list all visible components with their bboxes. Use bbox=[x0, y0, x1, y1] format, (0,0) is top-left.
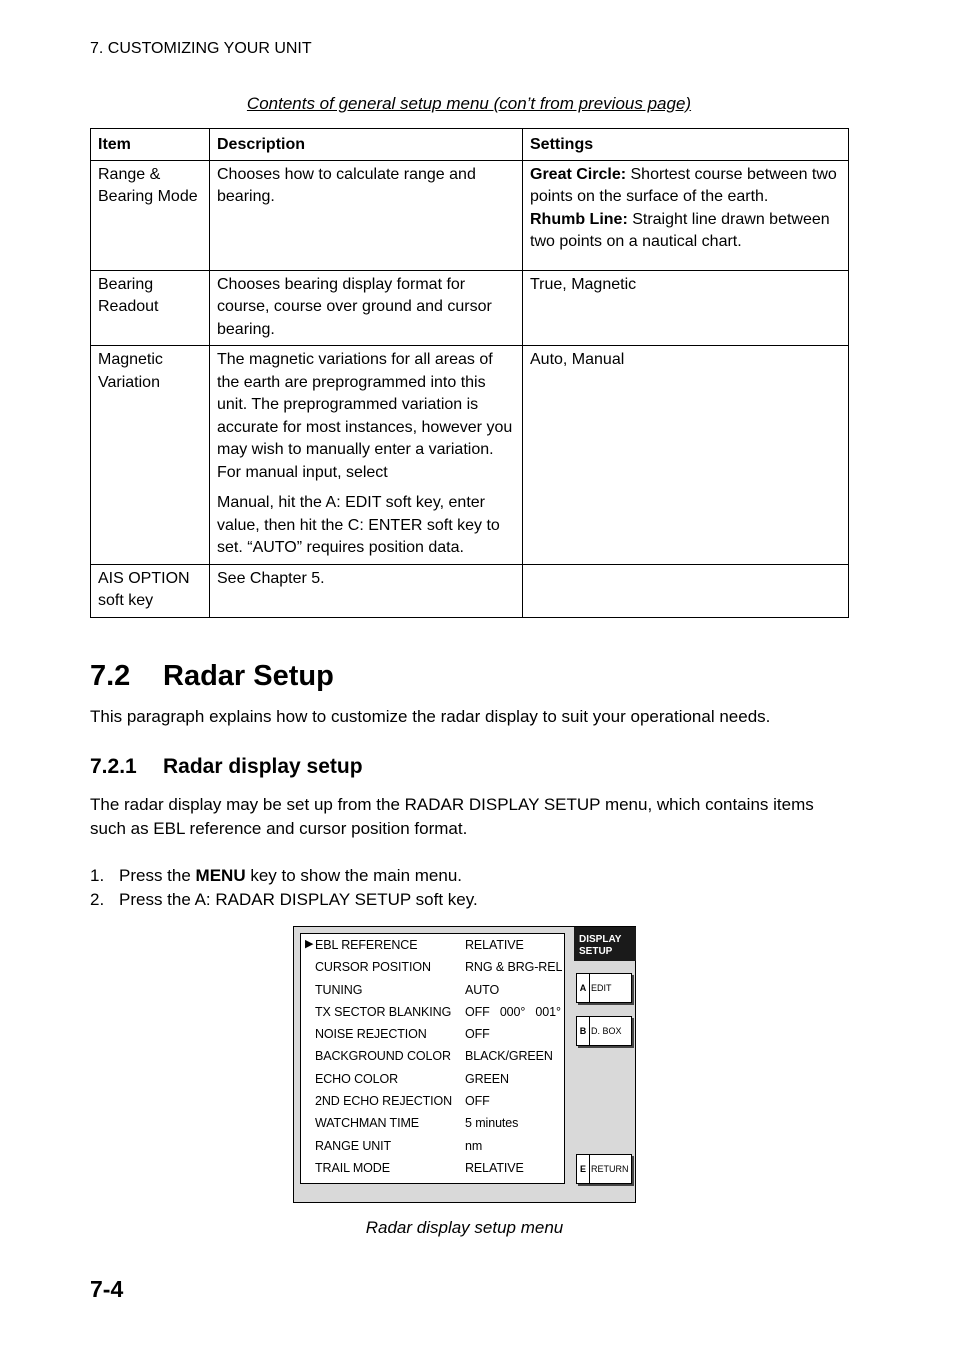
softkey-letter: E bbox=[577, 1155, 590, 1183]
step-number: 1. bbox=[90, 866, 105, 885]
menu-item-cursor-position[interactable] bbox=[301, 958, 564, 978]
section-title: Radar Setup bbox=[163, 660, 334, 692]
edit-softkey[interactable] bbox=[576, 973, 632, 1003]
menu-item-label: TUNING bbox=[315, 983, 363, 997]
softkey-panel-title bbox=[574, 927, 636, 961]
subsection-heading bbox=[90, 755, 363, 779]
menu-item-noise-rejection[interactable] bbox=[301, 1025, 564, 1045]
description-part-2: Manual, hit the A: EDIT soft key, enter value, then hit the C: ENTER soft key to set. “AUTO” requires position data. bbox=[217, 494, 500, 556]
return-softkey[interactable] bbox=[576, 1154, 632, 1184]
cell-item: Range & Bearing Mode bbox=[91, 160, 210, 270]
section-heading bbox=[90, 660, 334, 693]
section-number: 7.2 bbox=[90, 660, 131, 692]
menu-item-label: EBL REFERENCE bbox=[315, 938, 418, 952]
cell-item: Magnetic Variation bbox=[91, 346, 210, 565]
cell-settings bbox=[523, 160, 849, 270]
menu-item-label: BACKGROUND COLOR bbox=[315, 1049, 451, 1063]
setting-rhumb-line-label: Rhumb Line: bbox=[530, 210, 628, 228]
table-row bbox=[91, 160, 849, 270]
menu-item-value: OFF 000° 001° bbox=[465, 1005, 561, 1019]
d-box-softkey[interactable] bbox=[576, 1016, 632, 1046]
menu-key-label: MENU bbox=[195, 866, 246, 885]
menu-item-2nd-echo-rejection[interactable] bbox=[301, 1092, 564, 1112]
menu-item-value: RNG & BRG-REL bbox=[465, 960, 563, 974]
figure-caption: Radar display setup menu bbox=[365, 1218, 564, 1237]
page-number: 7-4 bbox=[90, 1276, 124, 1302]
menu-item-value: RELATIVE bbox=[465, 938, 524, 952]
cursor-arrow-icon: ▶ bbox=[305, 938, 314, 950]
radar-display-setup-menu bbox=[300, 933, 565, 1184]
cell-settings: True, Magnetic bbox=[523, 270, 849, 346]
menu-item-ebl-reference[interactable] bbox=[301, 936, 564, 956]
menu-item-label: TRAIL MODE bbox=[315, 1161, 390, 1175]
cell-description: Chooses how to calculate range and bearing. bbox=[210, 160, 523, 270]
menu-item-tx-sector-blanking[interactable] bbox=[301, 1003, 564, 1023]
step-text-post: key to show the main menu. bbox=[245, 866, 462, 885]
table-row bbox=[91, 270, 849, 346]
cell-item: Bearing Readout bbox=[91, 270, 210, 346]
general-setup-table bbox=[90, 128, 849, 618]
setting-great-circle-text: Shortest course between two points on the surface of the earth. bbox=[530, 165, 837, 205]
step-text-pre: Press the bbox=[119, 866, 196, 885]
menu-item-range-unit[interactable] bbox=[301, 1137, 564, 1157]
table-header-row bbox=[91, 129, 849, 161]
softkey-letter: B bbox=[577, 1017, 590, 1045]
table-caption: Contents of general setup menu (con’t from previous page) bbox=[246, 94, 692, 113]
menu-item-value: AUTO bbox=[465, 983, 500, 997]
step-1 bbox=[90, 864, 478, 888]
menu-item-label: TX SECTOR BLANKING bbox=[315, 1005, 452, 1019]
running-header: 7. CUSTOMIZING YOUR UNIT bbox=[90, 40, 312, 57]
menu-item-background-color[interactable] bbox=[301, 1047, 564, 1067]
step-2 bbox=[90, 888, 478, 912]
procedure-steps bbox=[90, 864, 478, 912]
subsection-number: 7.2.1 bbox=[90, 755, 137, 778]
step-number: 2. bbox=[90, 890, 105, 909]
subsection-body: The radar display may be set up from the RADAR DISPLAY SETUP menu, which contains items such as EBL reference and cursor position format. bbox=[90, 795, 814, 838]
menu-item-label: RANGE UNIT bbox=[315, 1139, 392, 1153]
menu-item-value: nm bbox=[465, 1139, 483, 1153]
menu-item-echo-color[interactable] bbox=[301, 1070, 564, 1090]
column-header-settings: Settings bbox=[523, 129, 849, 161]
menu-item-label: NOISE REJECTION bbox=[315, 1027, 427, 1041]
step-text-pre: Press the A: RADAR DISPLAY SETUP soft key. bbox=[119, 890, 478, 909]
menu-item-value: OFF bbox=[465, 1094, 490, 1108]
menu-item-value: RELATIVE bbox=[465, 1161, 524, 1175]
cell-description bbox=[210, 346, 523, 565]
menu-item-tuning[interactable] bbox=[301, 981, 564, 1001]
column-header-description: Description bbox=[210, 129, 523, 161]
softkey-panel bbox=[574, 927, 636, 1202]
menu-item-trail-mode[interactable] bbox=[301, 1159, 564, 1179]
subsection-title: Radar display setup bbox=[163, 755, 363, 778]
column-header-item: Item bbox=[91, 129, 210, 161]
setting-great-circle-label: Great Circle: bbox=[530, 165, 627, 183]
menu-item-value: BLACK/GREEN bbox=[465, 1049, 553, 1063]
softkey-letter: A bbox=[577, 974, 590, 1002]
menu-item-value: GREEN bbox=[465, 1072, 509, 1086]
setting-rhumb-line-text: Straight line drawn between two points on a nautical chart. bbox=[530, 210, 830, 250]
menu-item-watchman-time[interactable] bbox=[301, 1114, 564, 1134]
softkey-label: D. BOX bbox=[591, 1026, 622, 1036]
cell-item: AIS OPTION soft key bbox=[91, 564, 210, 617]
cell-settings: Auto, Manual bbox=[523, 346, 849, 565]
cell-description: Chooses bearing display format for course, course over ground and cursor bearing. bbox=[210, 270, 523, 346]
table-row bbox=[91, 564, 849, 617]
softkey-label: EDIT bbox=[591, 983, 612, 993]
cell-settings bbox=[523, 564, 849, 617]
menu-item-label: 2ND ECHO REJECTION bbox=[315, 1094, 453, 1108]
menu-item-label: CURSOR POSITION bbox=[315, 960, 431, 974]
table-row bbox=[91, 346, 849, 565]
menu-item-value: 5 minutes bbox=[465, 1116, 519, 1130]
description-part-1: The magnetic variations for all areas of the earth are preprogrammed into this unit. The preprogrammed variation is accurate for most instances, however you may wish to manually enter a variation. For manual input, select bbox=[217, 351, 513, 481]
menu-item-label: ECHO COLOR bbox=[315, 1072, 399, 1086]
softkey-title-line-2: SETUP bbox=[579, 946, 613, 957]
menu-item-value: OFF bbox=[465, 1027, 490, 1041]
section-intro: This paragraph explains how to customize the radar display to suit your operational needs. bbox=[90, 707, 771, 726]
cell-description: See Chapter 5. bbox=[210, 564, 523, 617]
softkey-title-line-1: DISPLAY bbox=[579, 934, 622, 945]
softkey-label: RETURN bbox=[591, 1164, 629, 1174]
menu-item-label: WATCHMAN TIME bbox=[315, 1116, 420, 1130]
radar-display-setup-screen bbox=[293, 926, 636, 1203]
